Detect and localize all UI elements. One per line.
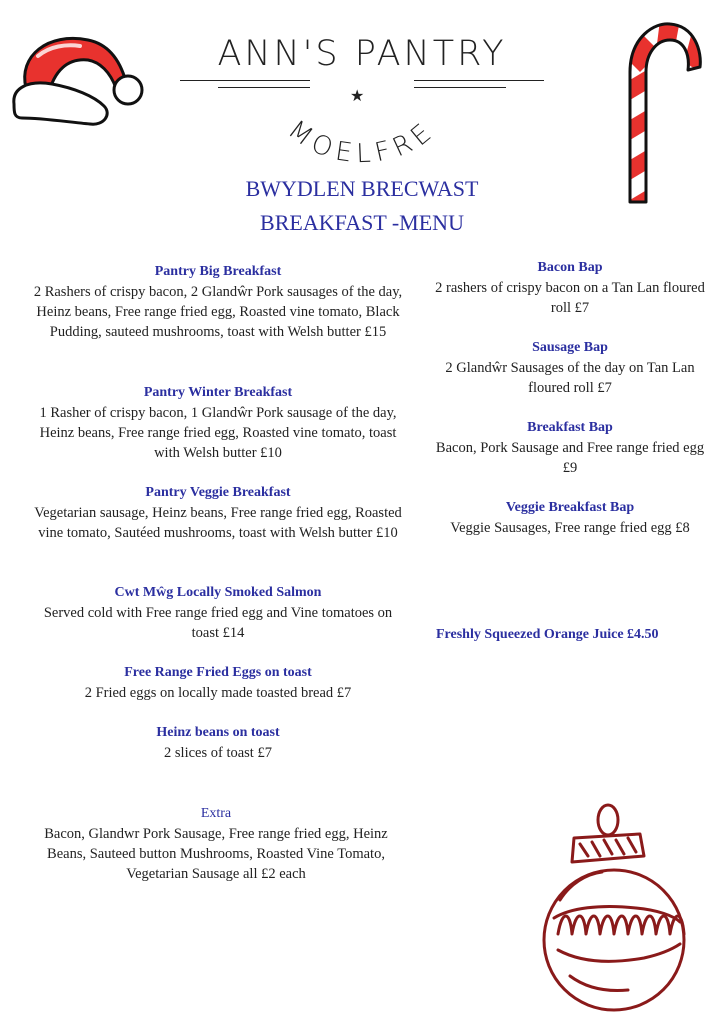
svg-text:MOELFRE — [282, 115, 441, 170]
candy-cane-icon — [600, 12, 710, 212]
menu-item — [30, 483, 406, 543]
menu-item-description: 2 slices of toast £7 — [164, 745, 272, 761]
menu-item — [430, 258, 710, 318]
menu-item-title: Breakfast Bap — [527, 420, 613, 435]
extras-description: Bacon, Glandwr Pork Sausage, Free range fried egg, Heinz Beans, Sauteed button Mushrooms, Roasted Vine Tomato, Vegetarian Sausage all £2 each — [44, 826, 388, 882]
menu-item — [30, 383, 406, 463]
menu-item-description: 2 Glandŵr Sausages of the day on Tan Lan floured roll £7 — [445, 360, 695, 396]
menu-subtitle — [150, 172, 574, 240]
menu-item-title: Veggie Breakfast Bap — [505, 500, 635, 515]
orange-juice-item: Freshly Squeezed Orange Juice £4.50 — [436, 627, 659, 642]
menu-item-title: Sausage Bap — [532, 340, 608, 355]
menu-item-title: Cwt Mŵg Locally Smoked Salmon — [114, 585, 322, 600]
location-arc — [256, 60, 468, 170]
menu-item — [430, 338, 710, 398]
menu-item-title: Pantry Big Breakfast — [154, 264, 282, 279]
santa-hat-icon — [8, 26, 148, 126]
christmas-ornament-icon — [540, 800, 700, 1020]
menu-item-title: Bacon Bap — [537, 260, 603, 275]
menu-item — [30, 723, 406, 763]
location-name: MOELFRE — [282, 114, 442, 170]
menu-item-description: 2 Rashers of crispy bacon, 2 Glandŵr Pork sausages of the day, Heinz beans, Free range fried egg, Roasted vine tomato, Black Pudding, sauteed mushrooms, toast with Welsh butter £15 — [33, 284, 403, 340]
menu-item-title: Pantry Veggie Breakfast — [145, 485, 291, 500]
extras-title: Extra — [200, 806, 232, 821]
subtitle-welsh: BWYDLEN BRECWAST — [245, 176, 479, 201]
menu-item-description: Served cold with Free range fried egg and Vine tomatoes on toast £14 — [43, 605, 393, 641]
menu-item — [430, 498, 710, 538]
menu-item-title: Pantry Winter Breakfast — [143, 385, 293, 400]
menu-item-description: 1 Rasher of crispy bacon, 1 Glandŵr Pork sausage of the day, Heinz beans, Free range fried egg, Roasted vine tomato, toast with Welsh butter £10 — [39, 405, 397, 461]
star-icon: ★ — [350, 88, 365, 105]
menu-item-description: Bacon, Pork Sausage and Free range fried egg £9 — [435, 440, 705, 476]
menu-item — [30, 663, 406, 703]
menu-item-description: 2 Fried eggs on locally made toasted bread £7 — [84, 685, 352, 701]
menu-item-description: Vegetarian sausage, Heinz beans, Free range fried egg, Roasted vine tomato, Sautéed mushrooms, toast with Welsh butter £10 — [34, 505, 402, 541]
subtitle-english: BREAKFAST -MENU — [260, 210, 464, 235]
menu-item-description: Veggie Sausages, Free range fried egg £8 — [450, 520, 690, 536]
brand-name: ANN'S PANTRY — [217, 34, 507, 74]
menu-item-description: 2 rashers of crispy bacon on a Tan Lan floured roll £7 — [435, 280, 705, 316]
menu-item-title: Heinz beans on toast — [156, 725, 280, 740]
menu-item — [430, 418, 710, 478]
extras-section — [24, 804, 408, 884]
menu-item — [30, 583, 406, 643]
menu-item-title: Free Range Fried Eggs on toast — [124, 665, 312, 680]
menu-item — [30, 262, 406, 342]
